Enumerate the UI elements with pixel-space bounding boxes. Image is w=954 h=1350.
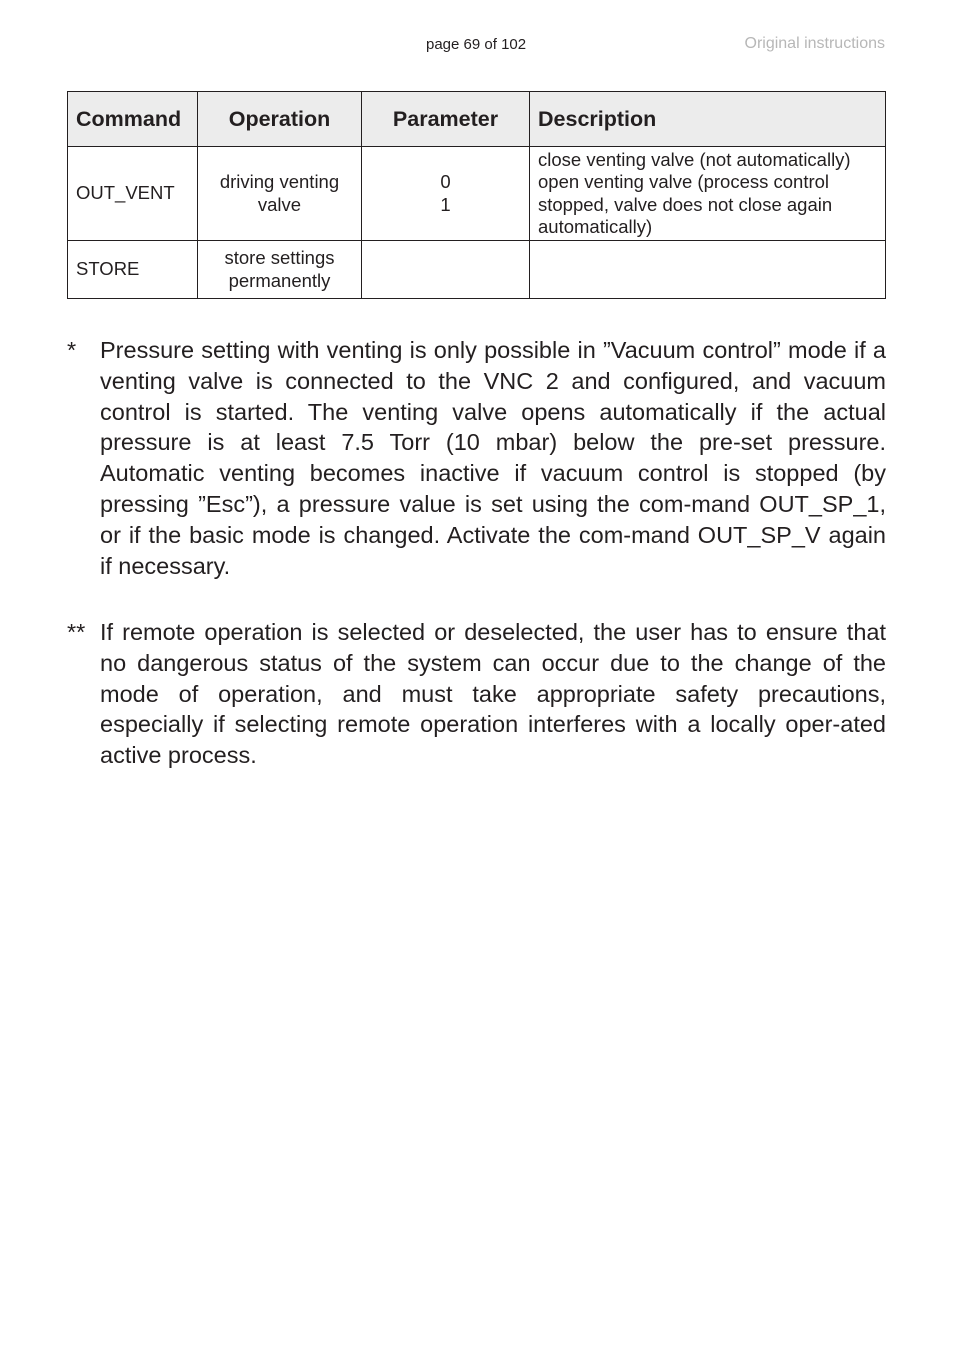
description-line: stopped, valve does not close again <box>538 193 833 215</box>
description-line: close venting valve (not automatically) <box>538 148 851 170</box>
parameter-value: 1 <box>440 193 451 215</box>
operation-line: valve <box>257 193 302 215</box>
description-cell <box>530 147 886 241</box>
command-table <box>67 91 886 299</box>
description-cell <box>530 241 886 299</box>
column-header-description: Description <box>530 92 886 147</box>
operation-cell <box>198 241 362 299</box>
column-header-parameter: Parameter <box>362 92 530 147</box>
footnote-double-asterisk <box>67 617 886 771</box>
parameter-cell <box>362 241 530 299</box>
table-header-row <box>68 92 886 147</box>
description-line: automatically) <box>538 216 653 237</box>
footnote-marker: * <box>67 337 77 363</box>
table-row <box>68 241 886 299</box>
parameter-value: 0 <box>440 171 451 192</box>
command-cell: STORE <box>68 241 198 299</box>
column-header-command: Command <box>68 92 198 147</box>
description-line: open venting valve (process control <box>538 171 830 192</box>
operation-cell <box>198 147 362 241</box>
column-header-operation: Operation <box>198 92 362 147</box>
operation-line: permanently <box>228 269 331 291</box>
footnote-single-asterisk <box>67 335 886 581</box>
footnote-marker: ** <box>67 619 86 645</box>
table-row <box>68 147 886 241</box>
page-number: page 69 of 102 <box>426 36 527 53</box>
footnote-text: If remote operation is selected or deselected, the user has to ensure that no dangerous status of the system can occur due to the change of the mode of operation, and must take appropriate safety precautions, especially if selecting remote operation interferes with a locally oper-ated active process. <box>100 619 886 769</box>
header-note: Original instructions <box>744 35 885 52</box>
parameter-cell <box>362 147 530 241</box>
operation-line: driving venting <box>219 171 340 192</box>
command-cell: OUT_VENT <box>68 147 198 241</box>
operation-line: store settings <box>224 247 335 268</box>
footnote-text: Pressure setting with venting is only possible in ”Vacuum control” mode if a venting valve is connected to the VNC 2 and configured, and vacuum control is started. The venting valve opens automatically if the actual pressure is at least 7.5 Torr (10 mbar) below the pre-set pressure. Automatic venting becomes inactive if vacuum control is stopped (by pressing ”Esc”), a pressure value is set using the com-mand OUT_SP_1, or if the basic mode is changed. Activate the com-mand OUT_SP_V again if necessary. <box>100 337 886 579</box>
